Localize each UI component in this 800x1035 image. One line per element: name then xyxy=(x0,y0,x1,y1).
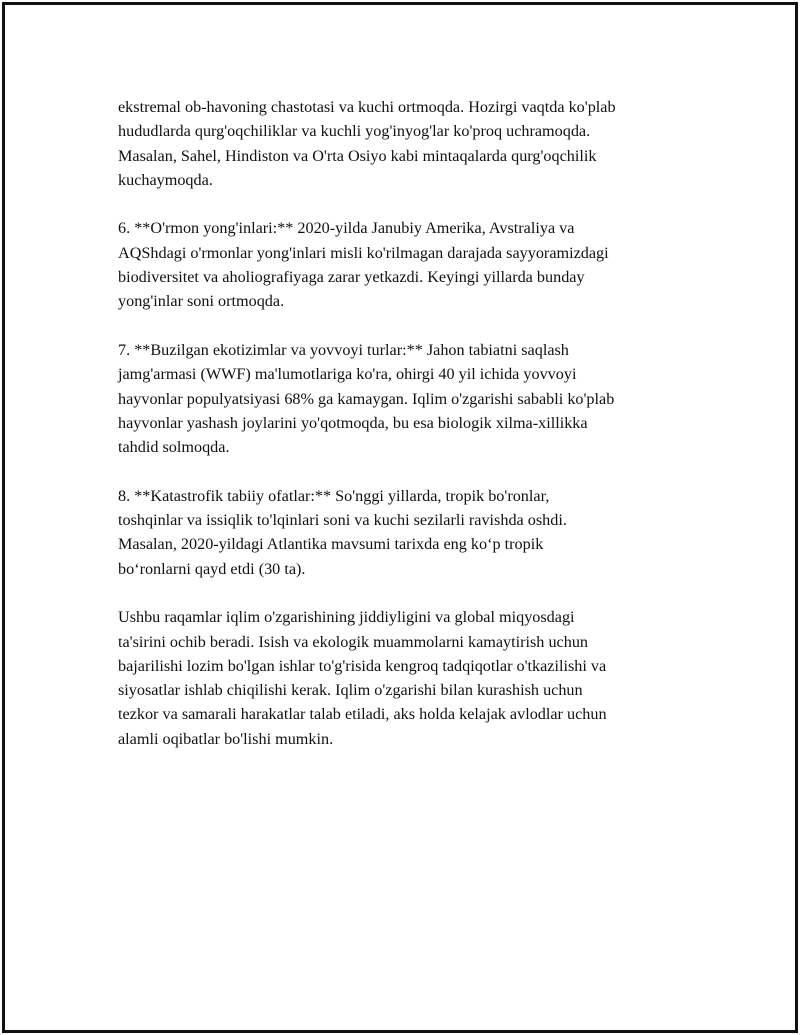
paragraph-natural-disasters: 8. **Katastrofik tabiiy ofatlar:** So'nggi yillarda, tropik bo'ronlar, toshqinlar va issiqlik to'lqinlari soni va kuchi sezilarli ravishda oshdi. Masalan, 2020-yildagi Atlantika mavsumi tarixda eng ko‘p tropik bo‘ronlarni qayd etdi (30 ta). xyxy=(118,486,567,578)
page-frame xyxy=(2,2,798,1033)
paragraph-forest-fires: 6. **O'rmon yong'inlari:** 2020-yilda Janubiy Amerika, Avstraliya va AQShdagi o'rmonlar yong'inlari misli ko'rilmagan darajada sayyoramizdagi biodiversitet va aholiografiyaga zarar yetkazdi. Keyingi yillarda bunday yong'inlar soni ortmoqda. xyxy=(118,219,609,311)
paragraph-ecosystems-wildlife: 7. **Buzilgan ekotizimlar va yovvoyi turlar:** Jahon tabiatni saqlash jamg'armasi (WWF) ma'lumotlariga ko'ra, ohirgi 40 yil ichida yovvoyi hayvonlar populyatsiyasi 68% ga kamaygan. Iqlim o'zgarishi sababli ko'plab hayvonlar yashash joylarini yo'qotmoqda, bu esa biologik xilma-xillikka tahdid solmoqda. xyxy=(118,340,615,457)
document-body xyxy=(118,95,708,775)
paragraph-conclusion: Ushbu raqamlar iqlim o'zgarishining jiddiyligini va global miqyosdagi ta'sirini ochib beradi. Isish va ekologik muammolarni kamaytirish uchun bajarilishi lozim bo'lgan ishlar to'g'risida kengroq tadqiqotlar o'tkazilishi va siyosatlar ishlab chiqilishi kerak. Iqlim o'zgarishi bilan kurashish uchun tezkor va samarali harakatlar talab etiladi, aks holda kelajak avlodlar uchun alamli oqibatlar bo'lishi mumkin. xyxy=(118,608,607,748)
paragraph-extreme-weather: ekstremal ob-havoning chastotasi va kuchi ortmoqda. Hozirgi vaqtda ko'plab hududlarda qurg'oqchiliklar va kuchli yog'inyog'lar ko'proq uchramoqda. Masalan, Sahel, Hindiston va O'rta Osiyo kabi mintaqalarda qurg'oqchilik kuchaymoqda. xyxy=(118,98,616,189)
